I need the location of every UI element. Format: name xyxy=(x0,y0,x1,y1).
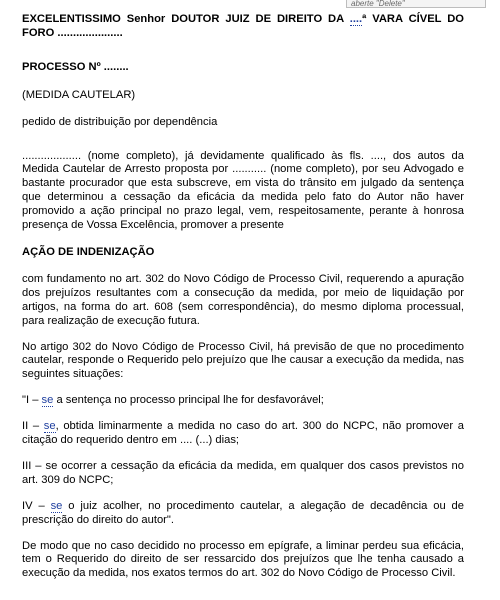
court-ordinal-placeholder[interactable]: .... xyxy=(349,13,363,25)
list-item-ii xyxy=(22,420,464,448)
foundation-paragraph: com fundamento no art. 302 do Novo Código de Processo Civil, requerendo a apuração dos prejuízos resultantes com a consecução da medida, por meio de liquidação por artigos, na forma do art. 608 (sem correspondência), do mesmo diploma processual, para realização de execução futura. xyxy=(22,272,464,327)
article-intro-paragraph: No artigo 302 do Novo Código de Processo Civil, há previsão de que no procedimento cautelar, responde o Requerido pelo prejuízo que lhe causar a execução da medida, nas seguintes situações: xyxy=(22,340,464,381)
list-item-i xyxy=(22,394,464,408)
distribution-request: pedido de distribuição por dependência xyxy=(22,115,218,128)
item4-post: o juiz acolher, no procedimento cautelar, a alegação de decadência ou de prescrição do direito do autor". xyxy=(22,499,464,526)
intro-paragraph: ................... (nome completo), já devidamente qualificado às fls. ...., dos autos da Medida Cautelar de Arresto proposta por ........... (nome completo), por seu Advogado e bastante procurador que esta subscreve, em vista do trânsito em julgado da sentença que determinou a cessação da eficácia da medida pelo fato do Autor não haver promovido a ação principal no prazo legal, vem, respeitosamente, perante à honrosa presença de Vossa Excelência, promover a presente xyxy=(22,149,464,232)
item4-link[interactable]: se xyxy=(50,499,63,512)
process-type: (MEDIDA CAUTELAR) xyxy=(22,88,136,101)
item2-pre: II – xyxy=(22,420,44,433)
conclusion-paragraph: De modo que no caso decidido no processo em epígrafe, a liminar perdeu sua eficácia, tem o Requerido do direito de ser ressarcido dos prejuízos que lhe tenha causado a execução da medida, nos exatos termos do art. 302 do Novo Código de Processo Civil. xyxy=(22,539,464,580)
document-page xyxy=(22,13,464,581)
item4-pre: IV – xyxy=(22,499,51,512)
item2-post: , obtida liminarmente a medida no caso do art. 300 do NCPC, não promover a citação do requerido dentro em .... (...) dias; xyxy=(22,420,464,447)
tooltip-hint xyxy=(346,0,486,8)
court-line-pre: EXCELENTISSIMO Senhor DOUTOR JUIZ DE DIREITO DA xyxy=(22,13,350,25)
court-header xyxy=(22,13,464,41)
item2-link[interactable]: se xyxy=(43,420,56,433)
item1-link[interactable]: se xyxy=(41,394,54,407)
court-line-post: ª VARA CÍVEL DO FORO ..................... xyxy=(22,13,464,39)
process-number: PROCESSO Nº ........ xyxy=(22,60,129,73)
action-title: AÇÃO DE INDENIZAÇÃO xyxy=(22,245,155,258)
item1-post: a sentença no processo principal lhe for desfavorável; xyxy=(53,394,324,407)
list-item-iii: III – se ocorrer a cessação da eficácia da medida, em qualquer dos casos previstos no art. 309 do NCPC; xyxy=(22,459,464,486)
list-item-iv xyxy=(22,500,464,528)
tooltip-text: aberte "Delete" xyxy=(351,0,405,8)
item1-pre: "I – xyxy=(22,394,42,407)
